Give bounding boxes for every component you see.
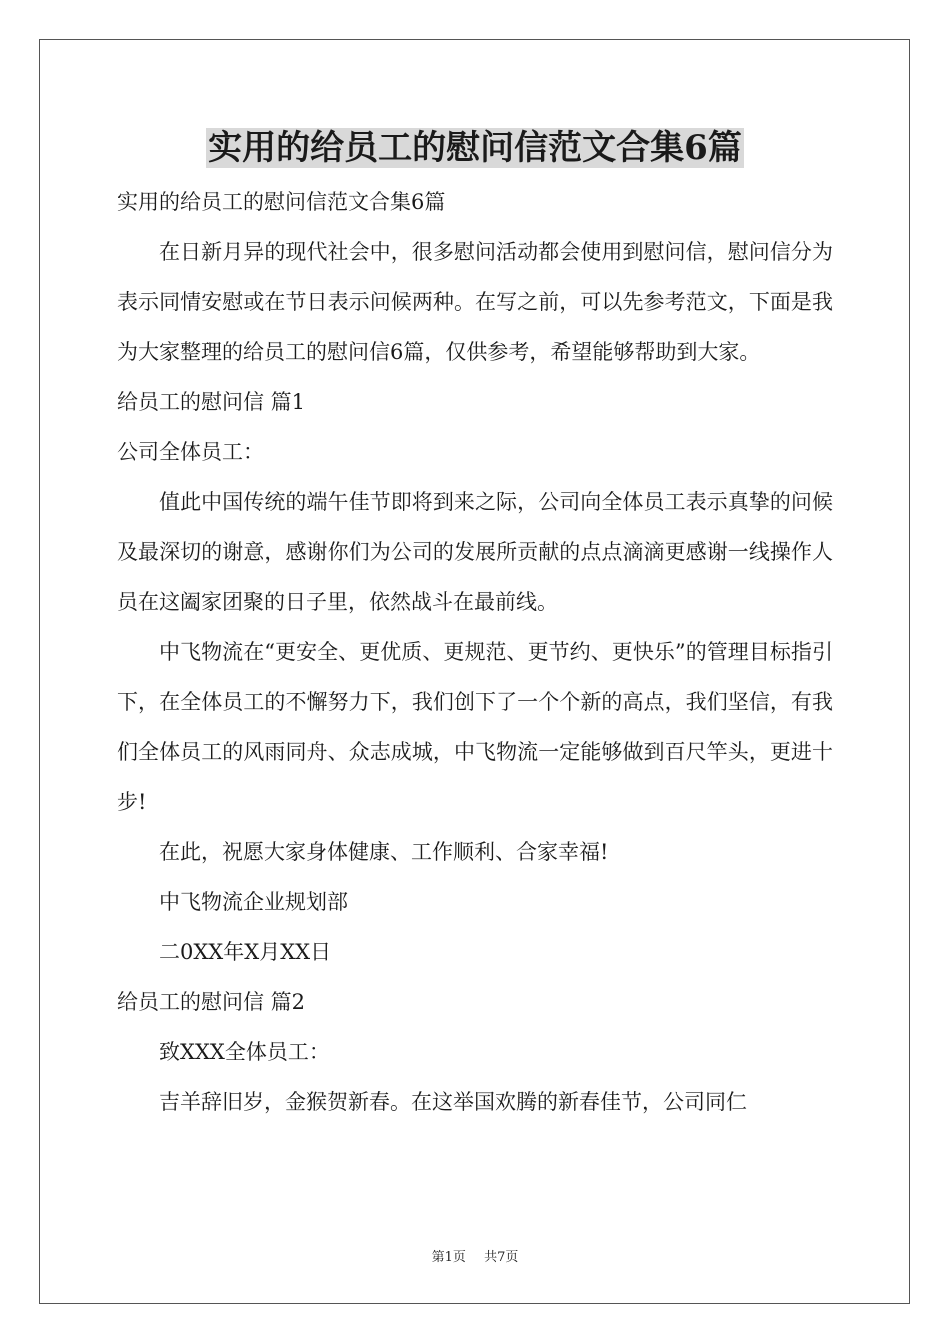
section-heading-1: 给员工的慰问信 篇1	[117, 390, 306, 414]
subtitle: 实用的给员工的慰问信范文合集6篇	[117, 190, 446, 214]
salutation-1: 公司全体员工：	[117, 440, 264, 464]
section1-paragraph-1: 值此中国传统的端午佳节即将到来之际，公司向全体员工表示真挚的问候及最深切的谢意，感谢你们为公司的发展所贡献的点点滴滴更感谢一线操作人员在这阖家团聚的日子里，依然战斗在最前线。	[117, 490, 833, 614]
title-container	[0, 128, 950, 168]
document-body	[117, 177, 833, 1127]
section1-wish: 在此，祝愿大家身体健康、工作顺利、合家幸福!	[159, 840, 609, 864]
section1-paragraph-2: 中飞物流在“更安全、更优质、更规范、更节约、更快乐”的管理目标指引下，在全体员工的不懈努力下，我们创下了一个个新的高点，我们坚信，有我们全体员工的风雨同舟、众志成城，中飞物流一定能够做到百尺竿头，更进十步!	[117, 640, 833, 814]
section2-paragraph-1: 吉羊辞旧岁，金猴贺新春。在这举国欢腾的新春佳节，公司同仁	[159, 1090, 747, 1114]
section-heading-2: 给员工的慰问信 篇2	[117, 990, 306, 1014]
page-total: 共7页	[484, 1250, 519, 1265]
page-number: 第1页	[431, 1250, 466, 1265]
section1-signature: 中飞物流企业规划部	[159, 890, 348, 914]
section1-date: 二0XX年X月XX日	[159, 940, 332, 964]
salutation-2: 致XXX全体员工：	[159, 1040, 330, 1064]
document-title: 实用的给员工的慰问信范文合集6篇	[208, 128, 742, 168]
page-footer	[0, 1246, 950, 1265]
intro-paragraph: 在日新月异的现代社会中，很多慰问活动都会使用到慰问信，慰问信分为表示同情安慰或在节日表示问候两种。在写之前，可以先参考范文，下面是我为大家整理的给员工的慰问信6篇，仅供参考，希望能够帮助到大家。	[117, 240, 833, 364]
